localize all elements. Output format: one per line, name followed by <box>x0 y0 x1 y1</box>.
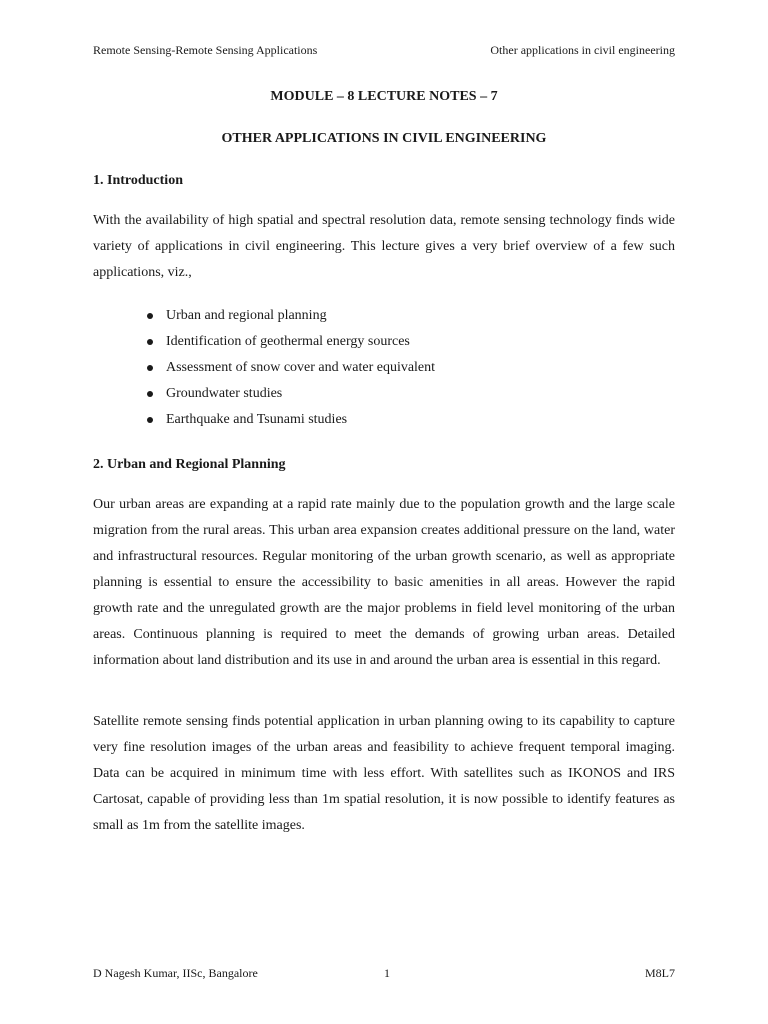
list-item-text: Assessment of snow cover and water equivalent <box>166 360 436 375</box>
section-heading-introduction: 1. Introduction <box>93 173 183 188</box>
applications-bullet-list <box>147 306 435 436</box>
module-title: MODULE – 8 LECTURE NOTES – 7 <box>270 89 498 104</box>
list-item <box>147 358 435 384</box>
bullet-icon <box>147 391 153 397</box>
section-heading-urban-planning: 2. Urban and Regional Planning <box>93 457 286 472</box>
bullet-icon <box>147 417 153 423</box>
list-item <box>147 332 435 358</box>
list-item <box>147 410 435 436</box>
bullet-icon <box>147 365 153 371</box>
list-item <box>147 384 435 410</box>
bullet-icon <box>147 313 153 319</box>
footer-code: M8L7 <box>645 966 675 980</box>
page-number: 1 <box>384 966 390 980</box>
urban-planning-paragraph-1: Our urban areas are expanding at a rapid rate mainly due to the population growth and the large scale migration from the rural areas. This urban area expansion creates additional pressure on the land, water and infrastructural resources. Regular monitoring of the urban growth scenario, as well as appropriate planning is essential to ensure the accessibility to basic amenities in all areas. However the rapid growth rate and the unregulated growth are the major problems in field level monitoring of the urban areas. Continuous planning is required to meet the demands of growing urban areas. Detailed information about land distribution and its use in and around the urban area is essential in this regard. <box>93 497 675 668</box>
urban-planning-paragraph-2: Satellite remote sensing finds potential application in urban planning owing to its capability to capture very fine resolution images of the urban areas and feasibility to achieve frequent temporal imaging. Data can be acquired in minimum time with less effort. With satellites such as IKONOS and IRS Cartosat, capable of providing less than 1m spatial resolution, it is now possible to identify features as small as 1m from the satellite images. <box>93 714 675 833</box>
header-left-text: Remote Sensing-Remote Sensing Applications <box>93 43 318 57</box>
list-item <box>147 306 435 332</box>
list-item-text: Earthquake and Tsunami studies <box>166 412 348 427</box>
topic-title: OTHER APPLICATIONS IN CIVIL ENGINEERING <box>221 131 547 146</box>
list-item-text: Identification of geothermal energy sources <box>166 334 410 349</box>
bullet-icon <box>147 339 153 345</box>
list-item-text: Groundwater studies <box>166 386 283 401</box>
header-right-text: Other applications in civil engineering <box>490 43 675 57</box>
footer-author: D Nagesh Kumar, IISc, Bangalore <box>93 966 258 980</box>
list-item-text: Urban and regional planning <box>166 308 327 323</box>
introduction-paragraph: With the availability of high spatial and spectral resolution data, remote sensing technology finds wide variety of applications in civil engineering. This lecture gives a very brief overview of a few such applications, viz., <box>93 213 675 280</box>
